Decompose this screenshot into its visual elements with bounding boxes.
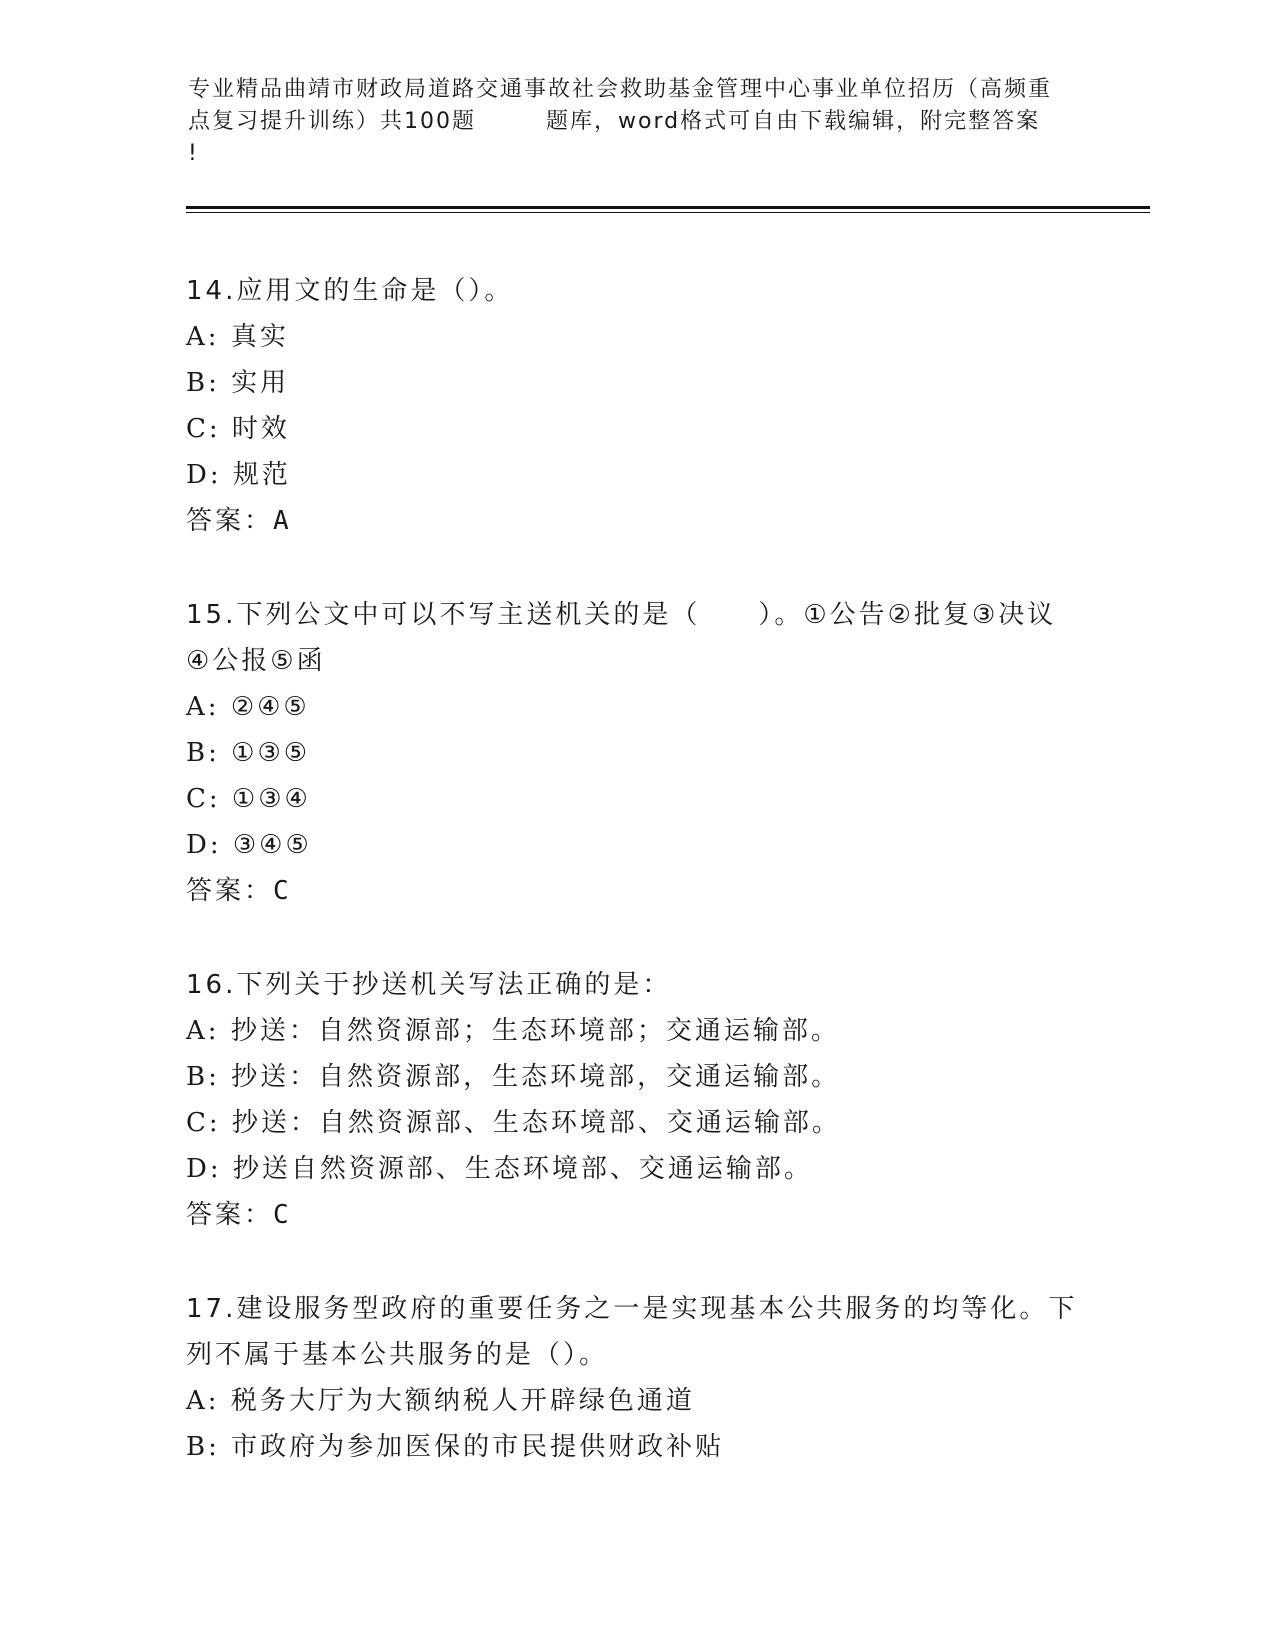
header-line-3: ! xyxy=(188,141,199,166)
document-header xyxy=(188,74,1088,170)
answer-value: A xyxy=(273,506,292,536)
option-letter: B: xyxy=(186,738,220,768)
option-a xyxy=(186,684,1086,730)
option-a xyxy=(186,1008,1086,1054)
option-d xyxy=(186,452,1086,498)
header-divider-thin xyxy=(186,212,1150,213)
question-stem-line-2: 列不属于基本公共服务的是（）。 xyxy=(186,1340,609,1370)
question-stem-line-1: 17.建设服务型政府的重要任务之一是实现基本公共服务的均等化。下 xyxy=(186,1294,1078,1324)
option-text: ①③④ xyxy=(231,784,311,814)
option-text: 时效 xyxy=(231,414,290,444)
option-text: 真实 xyxy=(230,322,289,352)
option-c xyxy=(186,406,1086,452)
answer-label: 答案： xyxy=(186,1200,274,1230)
option-c xyxy=(186,1100,1086,1146)
option-text: 实用 xyxy=(231,368,290,398)
option-letter: D: xyxy=(186,1154,222,1184)
option-b xyxy=(186,730,1086,776)
answer-line xyxy=(186,1192,1086,1238)
option-b xyxy=(186,1054,1086,1100)
option-letter: A: xyxy=(186,1016,220,1046)
option-b xyxy=(186,1424,1086,1470)
option-d xyxy=(186,822,1086,868)
answer-value: C xyxy=(273,1200,292,1230)
option-d xyxy=(186,1146,1086,1192)
option-text: ①③⑤ xyxy=(231,738,311,768)
header-line-2b: 题库，word格式可自由下载编辑，附完整答案 xyxy=(546,109,1041,134)
option-text: 抄送：自然资源部；生态环境部；交通运输部。 xyxy=(230,1016,840,1046)
option-letter: C: xyxy=(186,1108,221,1138)
option-a xyxy=(186,1378,1086,1424)
option-letter: D: xyxy=(186,830,222,860)
option-letter: C: xyxy=(186,784,221,814)
option-letter: A: xyxy=(186,322,220,352)
option-letter: B: xyxy=(186,1432,220,1462)
option-letter: C: xyxy=(186,414,221,444)
question-15 xyxy=(186,592,1086,914)
option-b xyxy=(186,360,1086,406)
option-text: 抄送：自然资源部、生态环境部、交通运输部。 xyxy=(231,1108,841,1138)
question-stem: 14.应用文的生命是（）。 xyxy=(186,276,514,306)
question-16 xyxy=(186,962,1086,1238)
header-line-1: 专业精品曲靖市财政局道路交通事故社会救助基金管理中心事业单位招历（高频重 xyxy=(188,77,1053,102)
option-a xyxy=(186,314,1086,360)
header-divider-thick xyxy=(186,206,1150,209)
answer-label: 答案： xyxy=(186,506,274,536)
option-text: 市政府为参加医保的市民提供财政补贴 xyxy=(231,1432,725,1462)
question-stem-line-1: 15.下列公文中可以不写主送机关的是（ ）。①公告②批复③决议 xyxy=(186,600,1057,630)
answer-line xyxy=(186,868,1086,914)
option-text: 规范 xyxy=(232,460,291,490)
answer-value: C xyxy=(273,876,292,906)
header-line-2a: 点复习提升训练）共100题 xyxy=(188,109,476,134)
answer-line xyxy=(186,498,1086,544)
header-line-2 xyxy=(188,106,1088,138)
answer-label: 答案： xyxy=(186,876,274,906)
option-letter: B: xyxy=(186,1062,220,1092)
option-text: 税务大厅为大额纳税人开辟绿色通道 xyxy=(230,1386,695,1416)
option-c xyxy=(186,776,1086,822)
option-letter: A: xyxy=(186,692,220,722)
option-text: 抄送自然资源部、生态环境部、交通运输部。 xyxy=(232,1154,813,1184)
question-17 xyxy=(186,1286,1086,1470)
option-text: ③④⑤ xyxy=(232,830,312,860)
option-letter: B: xyxy=(186,368,220,398)
question-14 xyxy=(186,268,1086,544)
option-text: ②④⑤ xyxy=(230,692,310,722)
option-letter: A: xyxy=(186,1386,220,1416)
question-stem: 16.下列关于抄送机关写法正确的是： xyxy=(186,970,672,1000)
question-list xyxy=(186,268,1086,1518)
question-stem-line-2: ④公报⑤函 xyxy=(186,646,326,676)
option-text: 抄送：自然资源部，生态环境部，交通运输部。 xyxy=(231,1062,841,1092)
option-letter: D: xyxy=(186,460,222,490)
